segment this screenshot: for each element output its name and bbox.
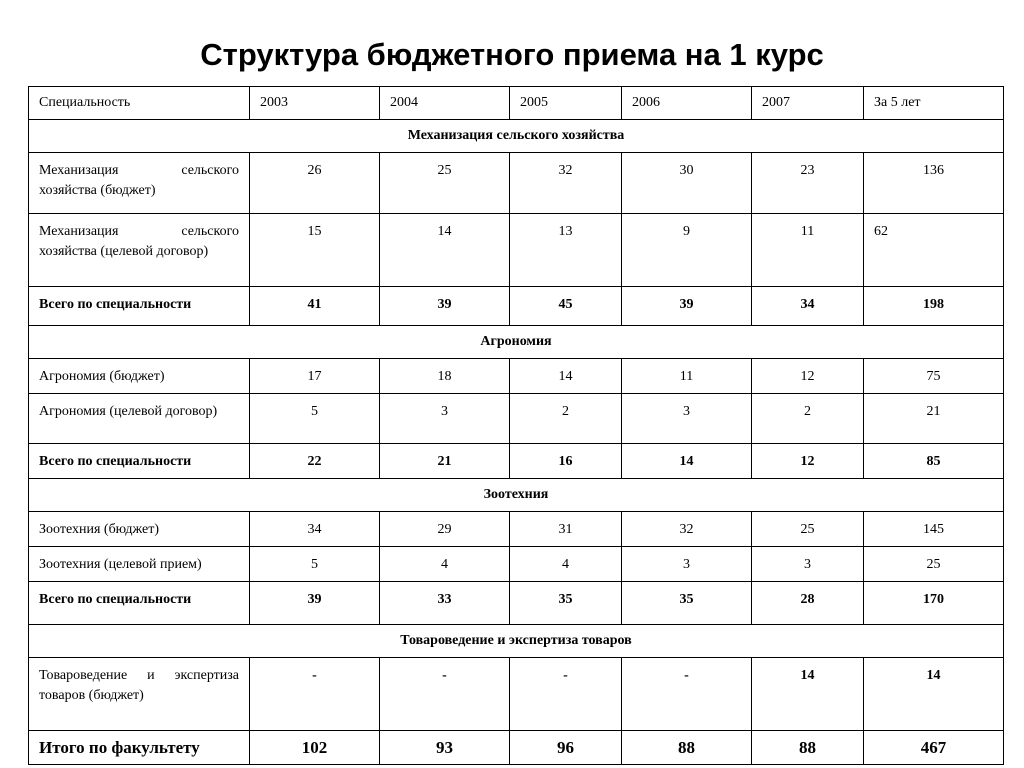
- value-cell: 136: [864, 153, 1004, 214]
- section-header-row: [29, 326, 1004, 359]
- specialty-name-cell: Товароведение и экспертиза товаров (бюджет): [29, 658, 250, 731]
- value-cell: 15: [250, 214, 380, 287]
- value-cell: 4: [510, 547, 622, 582]
- specialty-name-cell: Механизация сельского хозяйства (бюджет): [29, 153, 250, 214]
- value-cell: 14: [510, 359, 622, 394]
- slide-title: Структура бюджетного приема на 1 курс: [200, 37, 824, 72]
- value-cell: 93: [380, 731, 510, 765]
- header-cell-2005: 2005: [510, 87, 622, 120]
- value-cell: 12: [752, 444, 864, 479]
- total-label-cell: Всего по специальности: [29, 582, 250, 625]
- table-row: [29, 547, 1004, 582]
- value-cell: 32: [510, 153, 622, 214]
- value-cell: 14: [752, 658, 864, 731]
- value-cell: 85: [864, 444, 1004, 479]
- value-cell: 35: [622, 582, 752, 625]
- header-cell-specialty: Специальность: [29, 87, 250, 120]
- value-cell: 34: [250, 512, 380, 547]
- value-cell: 26: [250, 153, 380, 214]
- value-cell: -: [380, 658, 510, 731]
- specialty-name-cell: Механизация сельского хозяйства (целевой договор): [29, 214, 250, 287]
- value-cell: 30: [622, 153, 752, 214]
- value-cell: 14: [622, 444, 752, 479]
- value-cell: 145: [864, 512, 1004, 547]
- specialty-name-cell: Агрономия (целевой договор): [29, 394, 250, 444]
- table-row: [29, 359, 1004, 394]
- table-header-row: [29, 87, 1004, 120]
- value-cell: 39: [250, 582, 380, 625]
- table-body: [29, 87, 1004, 765]
- header-cell-2006: 2006: [622, 87, 752, 120]
- value-cell: 33: [380, 582, 510, 625]
- section-title: Товароведение и экспертиза товаров: [29, 625, 1004, 658]
- header-cell-2007: 2007: [752, 87, 864, 120]
- value-cell: 5: [250, 394, 380, 444]
- value-cell: 25: [752, 512, 864, 547]
- section-header-row: [29, 120, 1004, 153]
- value-cell: -: [510, 658, 622, 731]
- specialty-name-cell: Агрономия (бюджет): [29, 359, 250, 394]
- specialty-name-cell: Зоотехния (целевой прием): [29, 547, 250, 582]
- value-cell: 21: [864, 394, 1004, 444]
- value-cell: 28: [752, 582, 864, 625]
- value-cell: 11: [622, 359, 752, 394]
- section-title: Агрономия: [29, 326, 1004, 359]
- value-cell: 18: [380, 359, 510, 394]
- value-cell: 62: [864, 214, 1004, 287]
- specialty-name-cell: Зоотехния (бюджет): [29, 512, 250, 547]
- value-cell: 25: [864, 547, 1004, 582]
- header-cell-total-5-years: За 5 лет: [864, 87, 1004, 120]
- table-row: [29, 214, 1004, 287]
- value-cell: 75: [864, 359, 1004, 394]
- value-cell: 21: [380, 444, 510, 479]
- table-row: [29, 394, 1004, 444]
- value-cell: 29: [380, 512, 510, 547]
- admission-table: [28, 86, 1004, 765]
- value-cell: 467: [864, 731, 1004, 765]
- value-cell: 32: [622, 512, 752, 547]
- value-cell: 39: [622, 287, 752, 326]
- value-cell: 17: [250, 359, 380, 394]
- value-cell: 9: [622, 214, 752, 287]
- specialty-total-row: [29, 444, 1004, 479]
- value-cell: 45: [510, 287, 622, 326]
- value-cell: 170: [864, 582, 1004, 625]
- section-header-row: [29, 479, 1004, 512]
- value-cell: 25: [380, 153, 510, 214]
- value-cell: 23: [752, 153, 864, 214]
- value-cell: 3: [380, 394, 510, 444]
- value-cell: 5: [250, 547, 380, 582]
- value-cell: 96: [510, 731, 622, 765]
- total-label-cell: Итого по факультету: [29, 731, 250, 765]
- value-cell: 14: [380, 214, 510, 287]
- value-cell: 16: [510, 444, 622, 479]
- value-cell: 198: [864, 287, 1004, 326]
- value-cell: 22: [250, 444, 380, 479]
- value-cell: 102: [250, 731, 380, 765]
- faculty-total-row: [29, 731, 1004, 765]
- value-cell: 35: [510, 582, 622, 625]
- table-row: [29, 512, 1004, 547]
- value-cell: 4: [380, 547, 510, 582]
- value-cell: 13: [510, 214, 622, 287]
- value-cell: 12: [752, 359, 864, 394]
- value-cell: 34: [752, 287, 864, 326]
- header-cell-2004: 2004: [380, 87, 510, 120]
- specialty-total-row: [29, 287, 1004, 326]
- value-cell: 14: [864, 658, 1004, 731]
- total-label-cell: Всего по специальности: [29, 444, 250, 479]
- value-cell: 88: [622, 731, 752, 765]
- value-cell: 88: [752, 731, 864, 765]
- section-title: Зоотехния: [29, 479, 1004, 512]
- value-cell: 2: [510, 394, 622, 444]
- value-cell: 3: [622, 547, 752, 582]
- header-cell-2003: 2003: [250, 87, 380, 120]
- specialty-total-row: [29, 582, 1004, 625]
- value-cell: 11: [752, 214, 864, 287]
- table-row: [29, 658, 1004, 731]
- total-label-cell: Всего по специальности: [29, 287, 250, 326]
- section-title: Механизация сельского хозяйства: [29, 120, 1004, 153]
- section-header-row: [29, 625, 1004, 658]
- value-cell: -: [250, 658, 380, 731]
- value-cell: -: [622, 658, 752, 731]
- value-cell: 39: [380, 287, 510, 326]
- value-cell: 2: [752, 394, 864, 444]
- value-cell: 3: [622, 394, 752, 444]
- value-cell: 41: [250, 287, 380, 326]
- value-cell: 31: [510, 512, 622, 547]
- value-cell: 3: [752, 547, 864, 582]
- table-row: [29, 153, 1004, 214]
